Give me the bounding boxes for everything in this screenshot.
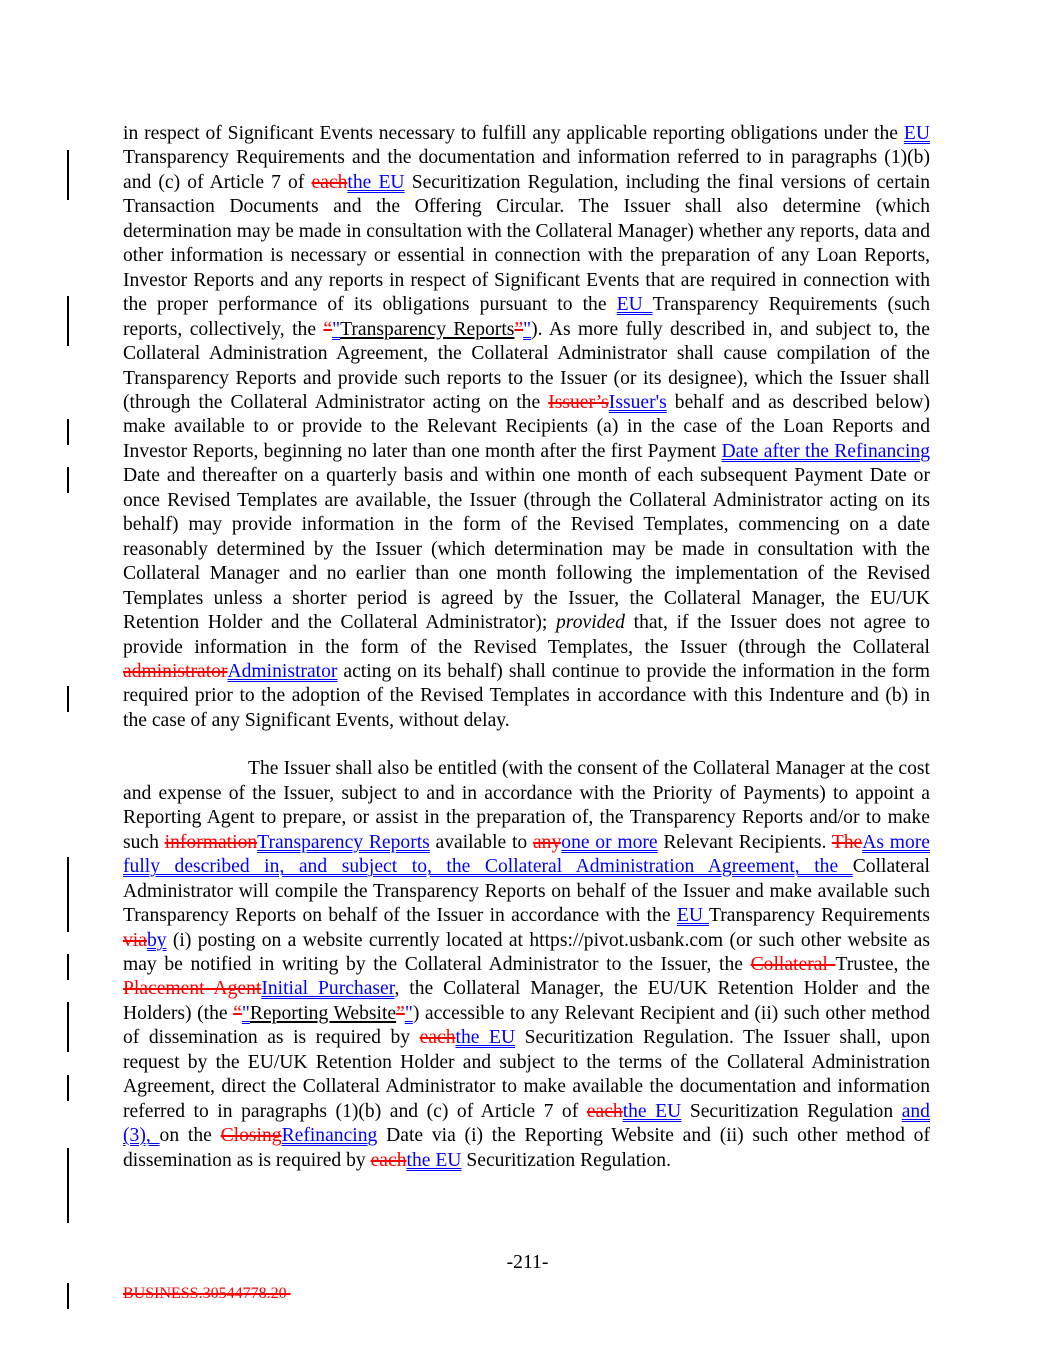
deleted-text: The xyxy=(831,831,863,853)
document-body xyxy=(123,122,930,1173)
inserted-text: the EU xyxy=(622,1100,682,1122)
inserted-text: " xyxy=(241,1002,250,1024)
inserted-text: EU xyxy=(903,123,930,144)
text-run: Securitization Regulation. xyxy=(461,1149,671,1171)
text-run: Trustee, the xyxy=(835,953,930,975)
inserted-text: the EU xyxy=(455,1027,516,1049)
deleted-text: ” xyxy=(514,318,524,340)
revision-bar xyxy=(67,1148,69,1223)
inserted-text: " xyxy=(332,318,341,340)
deleted-text: any xyxy=(532,831,562,853)
revision-bar xyxy=(67,686,69,712)
deleted-text: Issuer’s xyxy=(548,391,609,413)
text-run: , the Collateral Manager, the EU/UK Retention Holder and the Holders) (the xyxy=(123,978,931,1024)
revision-bar xyxy=(67,857,69,932)
text-run: Securitization Regulation xyxy=(681,1100,902,1122)
deleted-text: each xyxy=(586,1100,623,1122)
inserted-text: Initial Purchaser xyxy=(261,978,395,1000)
document-id-stamp: BUSINESS.30544778.20 xyxy=(123,1285,291,1302)
text-run: Transparency Requirements and the documentation and information referred to in paragraphs (1)(b) and (c) of Article 7 of xyxy=(123,147,930,193)
text-run: that, if the Issuer does not agree to provide information in the form of the Revised Templates, the Issuer (through the Collateral xyxy=(123,612,930,658)
inserted-text: the EU xyxy=(406,1149,462,1171)
text-run: on the xyxy=(159,1125,221,1147)
text-run: Relevant Recipients. xyxy=(657,831,832,853)
text-run: Securitization Regulation, including the final versions of certain Transaction Documents and the Offering Circular. The Issuer shall also determine (which determination may be made in consultation with the Collateral Manager) whether any reports, data and other information is necessary or essential in connection with the preparation of any Loan Reports, Investor Reports and any reports in respect of Significant Events that are required in connection with the proper performance of its obligations pursuant to the xyxy=(123,171,930,316)
inserted-text: Administrator xyxy=(227,660,338,682)
inserted-text: As more fully described in, and subject to, the Collateral Administration Agreement, the xyxy=(123,831,930,878)
text-run: ). As more fully described in, and subject to, the Collateral Administration Agreement, the Collateral Administrator shall cause compilation of the Transparency Reports and provide such reports to the Issuer (or its designee), which the Issuer shall (through the Collateral Administrator acting on the xyxy=(123,318,930,413)
revision-bar xyxy=(67,150,69,200)
inserted-text: Refinancing xyxy=(281,1125,378,1147)
deleted-text: each xyxy=(419,1027,456,1049)
page-number: -211- xyxy=(506,1252,549,1273)
text-run: Date via (i) the Reporting Website and (ii) such other method of dissemination as is required by xyxy=(123,1125,930,1171)
revision-bar xyxy=(67,1283,69,1309)
revision-bar xyxy=(67,296,69,346)
revision-bar xyxy=(67,419,69,445)
inserted-text: " xyxy=(404,1002,413,1024)
text-run: Collateral Administrator will compile the Transparency Reports on behalf of the Issuer and make available such Transparency Reports on behalf of the Issuer in accordance with the xyxy=(123,856,930,927)
text-run: (i) posting on a website currently located at https://pivot.usbank.com (or such other website as may be notified in writing by the Collateral Administrator to the Issuer, the xyxy=(123,929,930,975)
text-run: Transparency Requirements xyxy=(708,905,930,927)
revision-bar xyxy=(67,467,69,493)
text-run: in respect of Significant Events necessary to fulfill any applicable reporting obligations under the xyxy=(123,123,904,144)
inserted-text: EU xyxy=(616,294,653,316)
revision-bar xyxy=(67,954,69,980)
inserted-text: the EU xyxy=(347,171,405,193)
inserted-text: Transparency Reports xyxy=(257,831,430,853)
emphasis-text: provided xyxy=(556,612,625,634)
deleted-text: information xyxy=(164,831,258,853)
text-run: Transparency Requirements (such reports, collectively, the xyxy=(123,294,930,340)
deleted-text: Collateral xyxy=(750,953,836,975)
inserted-text: EU xyxy=(676,905,709,927)
defined-term: Reporting Website xyxy=(249,1002,397,1024)
defined-term: Transparency Reports xyxy=(340,318,515,340)
deleted-text: ” xyxy=(396,1002,405,1024)
text-run: ) accessible to any Relevant Recipient and (ii) such other method of dissemination as is required by xyxy=(123,1002,930,1049)
revision-bar xyxy=(67,1002,69,1052)
paragraph xyxy=(123,122,930,733)
text-run: acting on its behalf) shall continue to provide the information in the form required prior to the adoption of the Revised Templates in accordance with this Indenture and (b) in the case of any Significant Events, without delay. xyxy=(123,660,930,731)
inserted-text: " xyxy=(523,318,532,340)
deleted-text: Closing xyxy=(220,1125,282,1147)
inserted-text: Issuer's xyxy=(608,391,667,413)
deleted-text: “ xyxy=(323,318,333,340)
deleted-text: administrator xyxy=(123,660,228,682)
text-run: Securitization Regulation. The Issuer shall, upon request by the EU/UK Retention Holder and subject to the terms of the Collateral Administration Agreement, direct the Collateral Administrator to make available the documentation and information referred to in paragraphs (1)(b) and (c) of Article 7 of xyxy=(123,1027,930,1122)
text-run: Date and thereafter on a quarterly basis and within one month of each subsequent Payment Date or once Revised Templates are available, the Issuer (through the Collateral Administrator acting on its behalf) may provide information in the form of the Revised Templates, commencing on a date reasonably determined by the Issuer (which determination may be made in consultation with the Collateral Manager and no earlier than one month following the implementation of the Revised Templates unless a shorter period is agreed by the Issuer, the Collateral Manager, the EU/UK Retention Holder and the Collateral Administrator); xyxy=(123,465,930,634)
inserted-text: by xyxy=(146,929,167,951)
deleted-text: via xyxy=(123,929,147,951)
inserted-text: Date after the Refinancing xyxy=(721,440,930,462)
text-run: The Issuer shall also be entitled (with the consent of the Collateral Manager at the cost and expense of the Issuer, subject to and in accordance with the Priority of Payments) to appoint a Reporting Agent to prepare, or assist in the preparation of, the Transparency Reports and/or to make such xyxy=(123,758,930,853)
text-run: available to xyxy=(429,831,533,853)
inserted-text: and (3), xyxy=(123,1100,930,1147)
revision-bar xyxy=(67,1075,69,1101)
deleted-text: each xyxy=(370,1149,407,1171)
deleted-text: “ xyxy=(233,1002,242,1024)
deleted-text: Placement Agent xyxy=(123,978,262,1000)
paragraph xyxy=(123,757,930,1173)
deleted-text: each xyxy=(311,171,348,193)
inserted-text: one or more xyxy=(561,831,658,853)
text-run: behalf and as described below) make available to or provide to the Relevant Recipients (a) in the case of the Loan Reports and Investor Reports, beginning no later than one month after the first Payment xyxy=(123,391,930,462)
